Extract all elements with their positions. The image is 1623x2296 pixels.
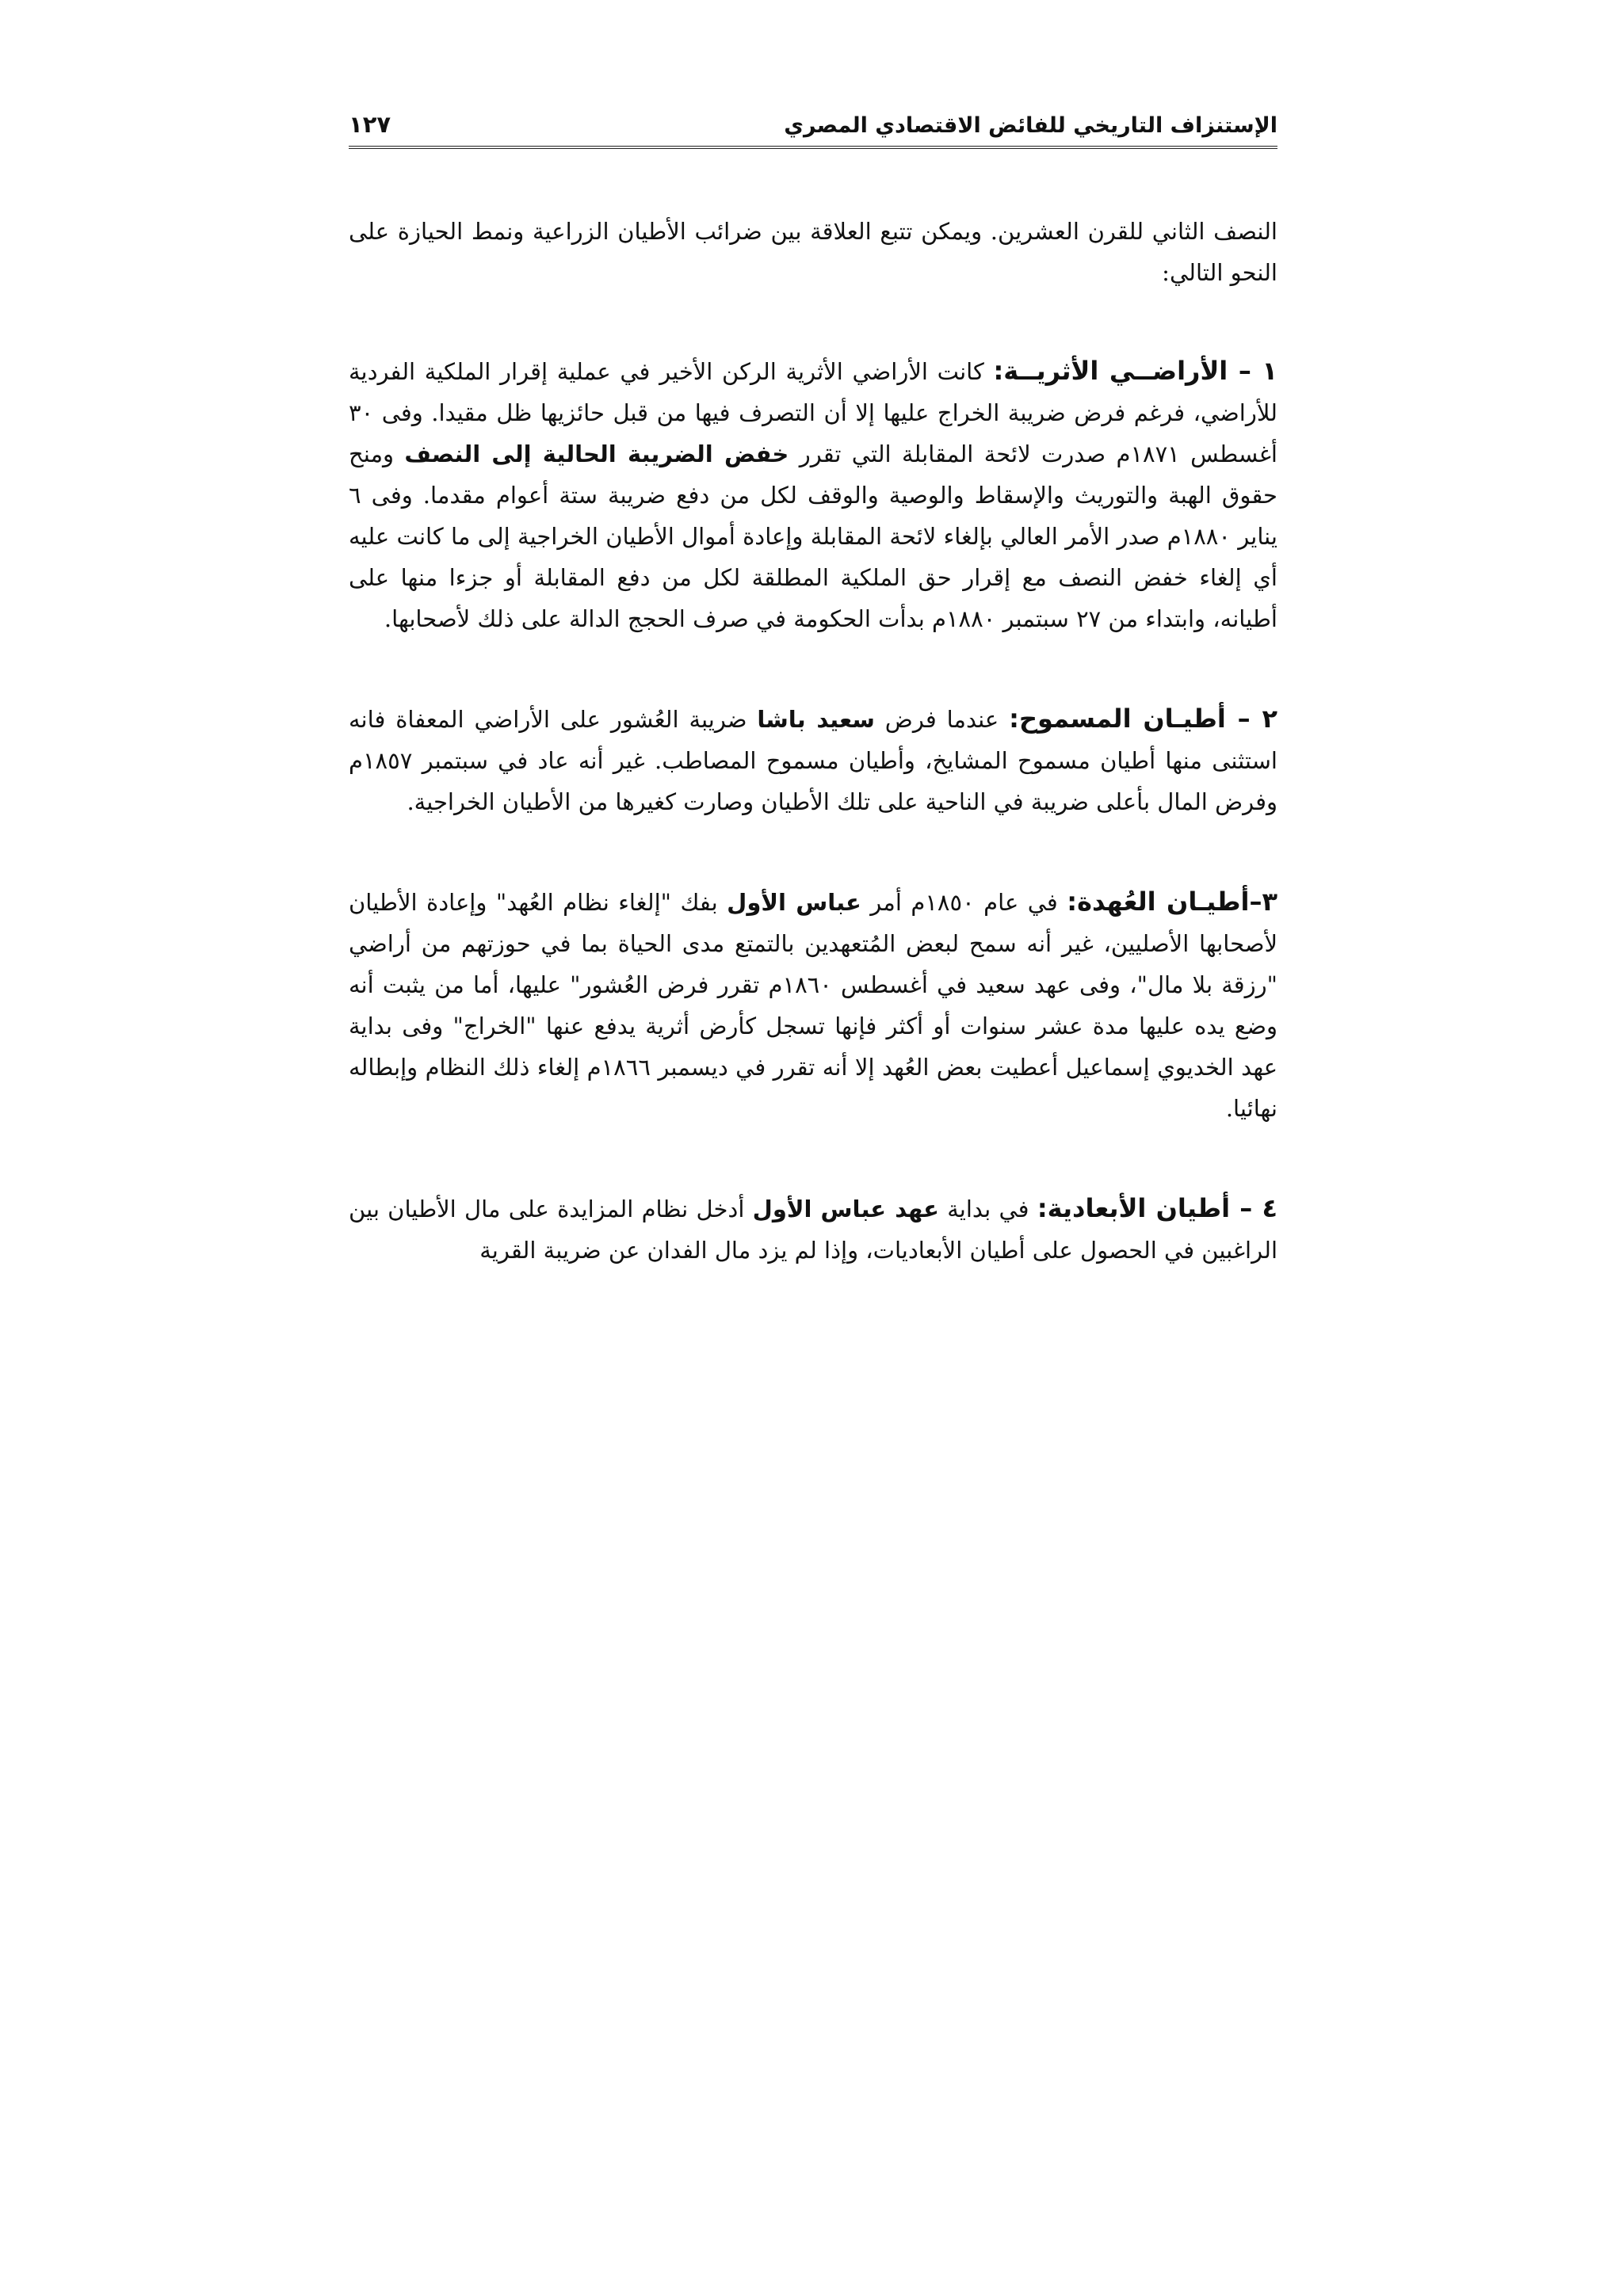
section-heading: ٣–أطيـان العُهدة:: [1067, 887, 1277, 917]
emphasis-text: عباس الأول: [727, 889, 861, 916]
paragraph-text: كانت الأراضي الأثرية الركن الأخير في عملية إقرار الملكية الفردية للأراضي، فرغم فرض ضريبة الخراج عليها إلا أن التصرف فيها من قبل حائزيها ظل مقيدا. وفى ٣٠ أغسطس ١٨٧١م صدرت لائحة المقابلة التي تقرر: [349, 358, 1277, 467]
page-header: [349, 100, 1277, 138]
emphasis-text: سعيد باشا: [757, 706, 875, 733]
header-divider: [349, 146, 1277, 149]
section-heading: ١ – الأراضــي الأثريــة:: [993, 356, 1278, 386]
paragraph-intro: [349, 211, 1277, 293]
paragraph-text: ومنح حقوق الهبة والتوريث والإسقاط والوصية والوقف لكل من دفع ضريبة ستة أعوام مقدما. وفى ٦ يناير ١٨٨٠م صدر الأمر العالي بإلغاء لائحة المقابلة وإعادة أموال الأطيان الخراجية إلى ما كانت عليه أي إلغاء خفض النصف مع إقرار حق الملكية المطلقة لكل من دفع المقابلة أو جزءا منها على أطيانه، وابتداء من ٢٧ سبتمبر ١٨٨٠م بدأت الحكومة في صرف الحجج الدالة على ذلك لأصحابها.: [349, 441, 1278, 632]
paragraph-abaadiya-lands: [349, 1188, 1277, 1271]
paragraph-text: في عام ١٨٥٠م أمر: [861, 889, 1067, 916]
paragraph-text: النصف الثاني للقرن العشرين. ويمكن تتبع العلاقة بين ضرائب الأطيان الزراعية ونمط الحيازة على النحو التالي:: [349, 218, 1277, 286]
paragraph-text: ضريبة العُشور على الأراضي المعفاة فانه استثنى منها أطيان مسموح المشايخ، وأطيان مسموح المصاطب. غير أنه عاد في سبتمبر ١٨٥٧م وفرض المال بأعلى ضريبة في الناحية على تلك الأطيان وصارت كغيرها من الأطيان الخراجية.: [349, 706, 1277, 815]
emphasis-text: خفض الضريبة الحالية إلى النصف: [404, 441, 789, 467]
paragraph-text: أدخل نظام المزايدة على مال الأطيان بين الراغبين في الحصول على أطيان الأبعاديات، وإذا لم يزد مال الفدان عن ضريبة القرية: [349, 1196, 1277, 1264]
page-number: ١٢٧: [349, 111, 391, 138]
paragraph-text: بفك "إلغاء نظام العُهد" وإعادة الأطيان لأصحابها الأصليين، غير أنه سمح لبعض المُتعهدين بالتمتع مدى الحياة بما في حوزتهم من أراضي "رزقة بلا مال"، وفى عهد سعيد في أغسطس ١٨٦٠م تقرر فرض العُشور" عليها، أما من يثبت أنه وضع يده عليها مدة عشر سنوات أو أكثر فإنها تسجل كأرض أثرية يدفع عنها "الخراج" وفى بداية عهد الخديوي إسماعيل أعطيت بعض العُهد إلا أنه تقرر في ديسمبر ١٨٦٦م إلغاء ذلك النظام وإبطاله نهائيا.: [349, 889, 1277, 1122]
emphasis-text: عهد عباس الأول: [752, 1196, 939, 1222]
page-body: [349, 211, 1277, 1329]
running-title: الإستنزاف التاريخي للفائض الاقتصادي المصري: [784, 113, 1277, 138]
paragraph-masmouh-lands: [349, 698, 1277, 822]
paragraph-text: في بداية: [938, 1196, 1037, 1222]
section-heading: ٢ – أطيـان المسموح:: [1009, 704, 1277, 734]
paragraph-athar-lands: [349, 350, 1277, 639]
paragraph-uhda-lands: [349, 881, 1277, 1129]
paragraph-text: عندما فرض: [874, 706, 1010, 733]
section-heading: ٤ – أطيان الأبعادية:: [1037, 1193, 1277, 1223]
